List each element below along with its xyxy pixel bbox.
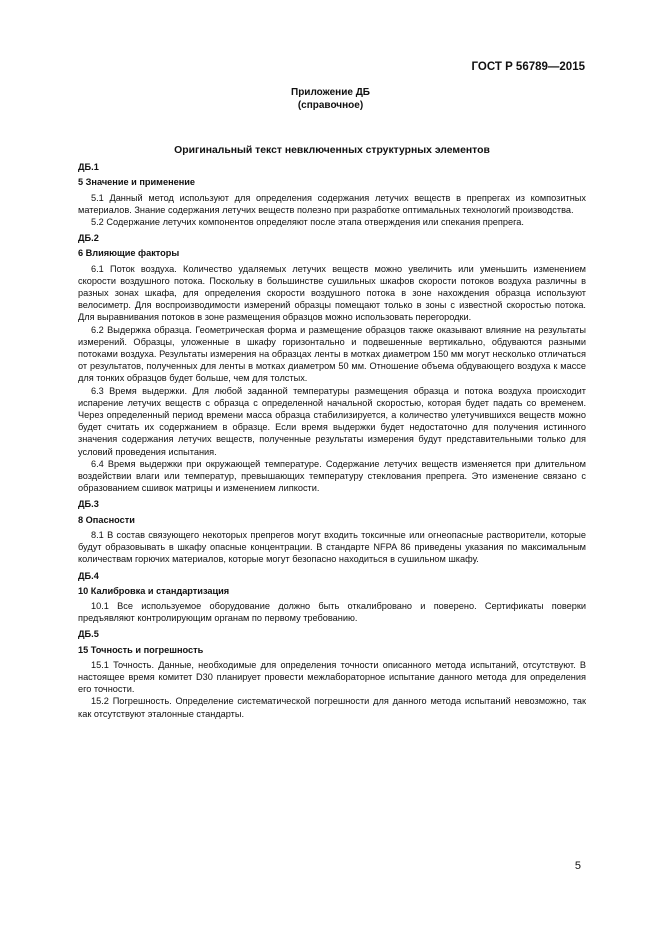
section-heading: 15 Точность и погрешность xyxy=(78,644,204,655)
section-heading: 8 Опасности xyxy=(78,514,135,525)
section-heading: 10 Калибровка и стандартизация xyxy=(78,585,230,596)
section-code: ДБ.3 xyxy=(78,499,99,510)
section-code: ДБ.4 xyxy=(78,570,99,581)
section-code: ДБ.5 xyxy=(78,629,99,640)
paragraph: 6.1 Поток воздуха. Количество удаляемых летучих веществ можно увеличить или уменьшить изменением скорости воздушного потока. Поскольку в большинстве сушильных шкафов скорости потоков воздуха различны в разных зонах шкафа, для определения скорости воздушного потока в зоне нахождения образца используют велосиметр. Для воспроизводимости измерений образцы помещают только в зоны с известной скоростью потока. Для выравнивания потоков в зоне размещения образцов можно использовать перегородки. xyxy=(78,263,586,323)
standard-designation: ГОСТ Р 56789—2015 xyxy=(471,61,585,73)
annex-title: Приложение ДБ xyxy=(291,87,370,98)
document-title: Оригинальный текст невключенных структурных элементов xyxy=(174,145,490,156)
section-heading: 5 Значение и применение xyxy=(78,177,196,188)
paragraph: 8.1 В состав связующего некоторых препрегов могут входить токсичные или огнеопасные растворители, которые будут образовывать в шкафу опасные концентрации. В стандарте NFPA 86 приведены указания по максимальным количествам горючих материалов, которые могут безопасно находиться в сушильном шкафу. xyxy=(78,529,586,565)
paragraph: 5.1 Данный метод используют для определения содержания летучих веществ в препрегах из композитных материалов. Знание содержания летучих веществ полезно при разработке оптимальных технологий производства. xyxy=(78,192,586,215)
paragraph: 6.4 Время выдержки при окружающей температуре. Содержание летучих веществ изменяется при длительном воздействии влаги или температур, превышающих температуру стеклования препрега. Это изменение связано с образованием сшивок матрицы и изменением липкости. xyxy=(78,458,586,494)
paragraph: 5.2 Содержание летучих компонентов определяют после этапа отверждения или спекания препрега. xyxy=(91,217,524,228)
section xyxy=(78,232,586,494)
section xyxy=(78,161,586,228)
section-code: ДБ.2 xyxy=(78,233,99,244)
paragraph: 6.3 Время выдержки. Для любой заданной температуры размещения образца и потока воздуха происходит испарение летучих веществ с образца с определенной начальной скоростью, которая будет падать со временем. Через определенный период времени масса образца стабилизируется, а количество улетучившихся веществ можно будет считать их содержанием в образце. Если время выдержки будет недостаточно для получения истинного значения содержания летучих веществ, полученные результаты измерения будут представительными только для условий проведения испытания. xyxy=(78,385,586,457)
document-body xyxy=(78,145,586,720)
section xyxy=(78,628,586,719)
paragraph: 10.1 Все используемое оборудование должно быть откалибровано и поверено. Сертификаты поверки предъявляют контролирующим органам по первому требованию. xyxy=(78,600,586,624)
page-number: 5 xyxy=(574,860,581,872)
annex-subtitle: (справочное) xyxy=(297,100,364,111)
annex-heading xyxy=(0,86,661,112)
paragraph: 15.1 Точность. Данные, необходимые для определения точности описанного метода испытаний, отсутствуют. В настоящее время комитет D30 планирует провести межлабораторное испытание данного метода для определения его точности. xyxy=(78,659,586,695)
paragraph: 6.2 Выдержка образца. Геометрическая форма и размещение образцов также оказывают влияние на результаты измерений. Образцы, уложенные в шкафу горизонтально и подвешенные вертикально, обдуваются разными потоками воздуха. Результаты измерения на образцах ленты в мотках диаметром 150 мм могут несколько отличаться от результатов, полученных для ленты в мотках диаметром 50 мм. Отношение объема обдувающего воздуха к массе для тонких образцов будет больше, чем для толстых. xyxy=(78,324,586,384)
section xyxy=(78,570,586,625)
section-code: ДБ.1 xyxy=(78,162,99,173)
section-heading: 6 Влияющие факторы xyxy=(78,248,180,259)
paragraph: 15.2 Погрешность. Определение систематической погрешности для данного метода испытаний невозможно, так как отсутствуют эталонные стандарты. xyxy=(78,696,586,719)
section xyxy=(78,498,586,565)
